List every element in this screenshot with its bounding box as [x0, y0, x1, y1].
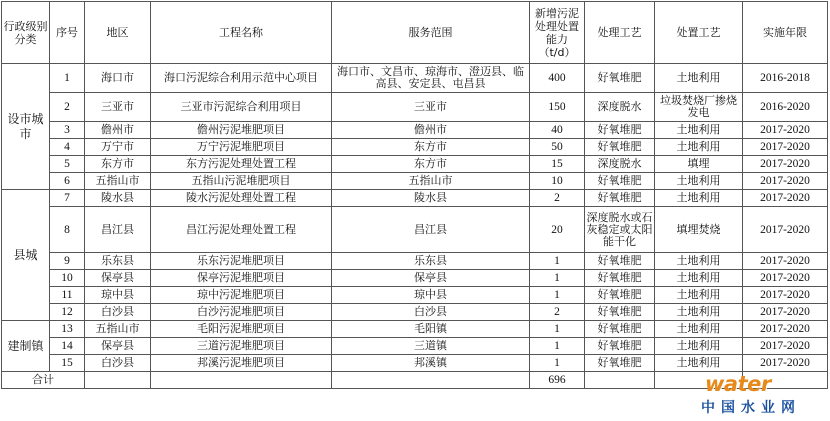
table-row — [2, 190, 828, 207]
row-no: 12 — [50, 304, 85, 321]
row-capacity: 1 — [530, 338, 585, 355]
row-no: 8 — [50, 207, 85, 253]
table-row — [2, 304, 828, 321]
header-project: 工程名称 — [151, 2, 332, 64]
row-treatment: 深度脱水 — [585, 156, 655, 173]
sludge-project-table — [1, 1, 828, 389]
row-region: 东方市 — [85, 156, 151, 173]
row-project: 邦溪污泥堆肥项目 — [151, 355, 332, 372]
row-capacity: 20 — [530, 207, 585, 253]
row-region: 保亭县 — [85, 338, 151, 355]
table-row — [2, 93, 828, 122]
row-project: 琼中污泥堆肥项目 — [151, 287, 332, 304]
row-project: 乐东污泥堆肥项目 — [151, 253, 332, 270]
row-disposal: 垃圾焚烧厂掺烧发电 — [655, 93, 743, 122]
row-no: 9 — [50, 253, 85, 270]
table-row — [2, 287, 828, 304]
total-label: 合计 — [2, 372, 85, 389]
row-scope: 儋州市 — [332, 122, 530, 139]
row-disposal: 土地利用 — [655, 190, 743, 207]
row-no: 15 — [50, 355, 85, 372]
row-project: 保亭污泥堆肥项目 — [151, 270, 332, 287]
table-row — [2, 253, 828, 270]
row-project: 万宁污泥堆肥项目 — [151, 139, 332, 156]
row-scope: 三道镇 — [332, 338, 530, 355]
row-capacity: 10 — [530, 173, 585, 190]
header-disposal: 处置工艺 — [655, 2, 743, 64]
row-capacity: 1 — [530, 321, 585, 338]
row-no: 13 — [50, 321, 85, 338]
row-period: 2017-2020 — [743, 173, 828, 190]
row-scope: 东方市 — [332, 156, 530, 173]
row-region: 琼中县 — [85, 287, 151, 304]
table-row — [2, 122, 828, 139]
header-capacity: 新增污泥处理处置能力（t/d） — [530, 2, 585, 64]
header-treatment: 处理工艺 — [585, 2, 655, 64]
row-treatment: 好氧堆肥 — [585, 139, 655, 156]
row-capacity: 1 — [530, 253, 585, 270]
row-region: 海口市 — [85, 64, 151, 93]
row-disposal: 土地利用 — [655, 173, 743, 190]
header-region: 地区 — [85, 2, 151, 64]
total-capacity: 696 — [530, 372, 585, 389]
row-period: 2017-2020 — [743, 139, 828, 156]
row-disposal: 土地利用 — [655, 270, 743, 287]
row-project: 陵水污泥处理处置工程 — [151, 190, 332, 207]
row-disposal: 土地利用 — [655, 287, 743, 304]
row-disposal: 土地利用 — [655, 253, 743, 270]
row-scope: 毛阳镇 — [332, 321, 530, 338]
header-no: 序号 — [50, 2, 85, 64]
row-treatment: 好氧堆肥 — [585, 338, 655, 355]
row-no: 2 — [50, 93, 85, 122]
table-row — [2, 173, 828, 190]
row-no: 1 — [50, 64, 85, 93]
row-treatment: 好氧堆肥 — [585, 321, 655, 338]
row-scope: 五指山市 — [332, 173, 530, 190]
total-empty-cell — [151, 372, 332, 389]
row-period: 2017-2020 — [743, 270, 828, 287]
category-town: 建制镇 — [2, 321, 50, 372]
row-treatment: 好氧堆肥 — [585, 355, 655, 372]
row-period: 2016-2020 — [743, 93, 828, 122]
total-empty-cell — [332, 372, 530, 389]
total-empty-cell — [85, 372, 151, 389]
row-region: 三亚市 — [85, 93, 151, 122]
table-row — [2, 156, 828, 173]
row-region: 万宁市 — [85, 139, 151, 156]
row-scope: 琼中县 — [332, 287, 530, 304]
header-period: 实施年限 — [743, 2, 828, 64]
row-project: 儋州污泥堆肥项目 — [151, 122, 332, 139]
total-empty-cell — [743, 372, 828, 389]
row-period: 2017-2020 — [743, 190, 828, 207]
header-row — [2, 2, 828, 64]
row-project: 白沙污泥堆肥项目 — [151, 304, 332, 321]
row-region: 儋州市 — [85, 122, 151, 139]
row-region: 五指山市 — [85, 173, 151, 190]
row-no: 3 — [50, 122, 85, 139]
row-no: 10 — [50, 270, 85, 287]
row-capacity: 1 — [530, 355, 585, 372]
row-project: 昌江污泥处理处置工程 — [151, 207, 332, 253]
row-capacity: 40 — [530, 122, 585, 139]
row-period: 2017-2020 — [743, 207, 828, 253]
row-treatment: 好氧堆肥 — [585, 270, 655, 287]
row-scope: 邦溪镇 — [332, 355, 530, 372]
row-region: 乐东县 — [85, 253, 151, 270]
row-scope: 海口市、文昌市、琼海市、澄迈县、临高县、安定县、屯昌县 — [332, 64, 530, 93]
row-no: 11 — [50, 287, 85, 304]
row-scope: 昌江县 — [332, 207, 530, 253]
row-no: 5 — [50, 156, 85, 173]
row-capacity: 2 — [530, 304, 585, 321]
row-treatment: 深度脱水或石灰稳定或太阳能干化 — [585, 207, 655, 253]
row-treatment: 好氧堆肥 — [585, 173, 655, 190]
row-scope: 陵水县 — [332, 190, 530, 207]
table-row — [2, 270, 828, 287]
row-capacity: 2 — [530, 190, 585, 207]
row-treatment: 好氧堆肥 — [585, 122, 655, 139]
row-disposal: 填埋焚烧 — [655, 207, 743, 253]
row-capacity: 1 — [530, 270, 585, 287]
row-disposal: 土地利用 — [655, 321, 743, 338]
row-capacity: 400 — [530, 64, 585, 93]
table-row — [2, 64, 828, 93]
total-empty-cell — [655, 372, 743, 389]
row-scope: 乐东县 — [332, 253, 530, 270]
row-project: 毛阳污泥堆肥项目 — [151, 321, 332, 338]
row-period: 2017-2020 — [743, 355, 828, 372]
row-period: 2016-2018 — [743, 64, 828, 93]
row-period: 2017-2020 — [743, 122, 828, 139]
table-row — [2, 321, 828, 338]
row-region: 白沙县 — [85, 355, 151, 372]
row-scope: 三亚市 — [332, 93, 530, 122]
header-category: 行政级别分类 — [2, 2, 50, 64]
table-row — [2, 355, 828, 372]
row-treatment: 好氧堆肥 — [585, 64, 655, 93]
row-no: 4 — [50, 139, 85, 156]
row-disposal: 土地利用 — [655, 355, 743, 372]
table-row — [2, 207, 828, 253]
row-treatment: 好氧堆肥 — [585, 304, 655, 321]
row-no: 14 — [50, 338, 85, 355]
row-scope: 白沙县 — [332, 304, 530, 321]
row-disposal: 土地利用 — [655, 64, 743, 93]
total-row — [2, 372, 828, 389]
table-row — [2, 139, 828, 156]
row-project: 三亚市污泥综合利用项目 — [151, 93, 332, 122]
header-scope: 服务范围 — [332, 2, 530, 64]
row-treatment: 好氧堆肥 — [585, 253, 655, 270]
row-treatment: 好氧堆肥 — [585, 190, 655, 207]
row-project: 三道污泥堆肥项目 — [151, 338, 332, 355]
row-scope: 保亭县 — [332, 270, 530, 287]
row-region: 五指山市 — [85, 321, 151, 338]
row-period: 2017-2020 — [743, 338, 828, 355]
row-period: 2017-2020 — [743, 156, 828, 173]
row-project: 海口污泥综合利用示范中心项目 — [151, 64, 332, 93]
row-disposal: 土地利用 — [655, 338, 743, 355]
row-no: 7 — [50, 190, 85, 207]
row-capacity: 50 — [530, 139, 585, 156]
row-region: 昌江县 — [85, 207, 151, 253]
row-project: 东方污泥处理处置工程 — [151, 156, 332, 173]
row-region: 白沙县 — [85, 304, 151, 321]
row-capacity: 15 — [530, 156, 585, 173]
row-region: 陵水县 — [85, 190, 151, 207]
row-disposal: 土地利用 — [655, 139, 743, 156]
row-period: 2017-2020 — [743, 321, 828, 338]
table-row — [2, 338, 828, 355]
row-region: 保亭县 — [85, 270, 151, 287]
row-period: 2017-2020 — [743, 253, 828, 270]
category-county: 县城 — [2, 190, 50, 321]
watermark-site-name: 中国水业网 — [701, 400, 801, 416]
total-empty-cell — [585, 372, 655, 389]
row-period: 2017-2020 — [743, 287, 828, 304]
category-city: 设市城市 — [2, 64, 50, 190]
row-treatment: 深度脱水 — [585, 93, 655, 122]
row-scope: 东方市 — [332, 139, 530, 156]
row-disposal: 填埋 — [655, 156, 743, 173]
row-period: 2017-2020 — [743, 304, 828, 321]
row-treatment: 好氧堆肥 — [585, 287, 655, 304]
row-disposal: 土地利用 — [655, 304, 743, 321]
row-capacity: 1 — [530, 287, 585, 304]
row-project: 五指山污泥堆肥项目 — [151, 173, 332, 190]
row-no: 6 — [50, 173, 85, 190]
row-capacity: 150 — [530, 93, 585, 122]
row-disposal: 土地利用 — [655, 122, 743, 139]
watermark-logo: water — [705, 372, 771, 396]
